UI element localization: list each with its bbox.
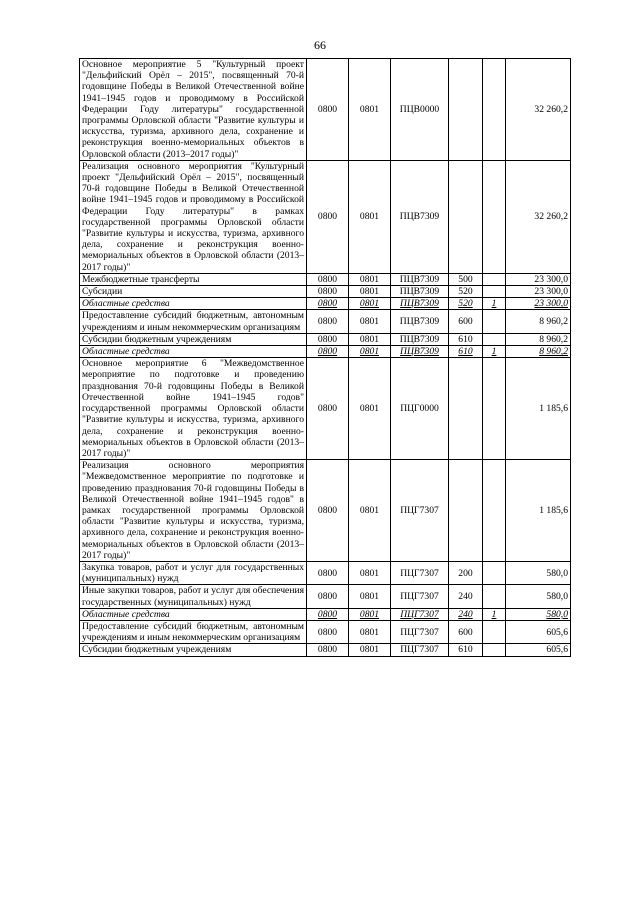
table-row: [80, 333, 571, 345]
section-code-cell: 0800: [307, 160, 349, 273]
table-row: [80, 160, 571, 273]
subsection-code-cell: 0801: [349, 273, 391, 285]
table-row: [80, 59, 571, 161]
amount-cell: 605,6: [506, 620, 571, 643]
table-row: [80, 310, 571, 333]
section-code-cell: 0800: [307, 333, 349, 345]
target-article-code-cell: ПЦВ7309: [391, 346, 449, 358]
section-code-cell: 0800: [307, 561, 349, 584]
budget-table: [79, 58, 571, 657]
funding-source-cell: 1: [483, 608, 506, 620]
section-code-cell: 0800: [307, 286, 349, 298]
section-code-cell: 0800: [307, 620, 349, 643]
expense-type-code-cell: 240: [449, 608, 483, 620]
table-row: [80, 561, 571, 584]
row-name-cell: Субсидии бюджетным учреждениям: [80, 333, 307, 345]
target-article-code-cell: ПЦВ0000: [391, 59, 449, 161]
funding-source-cell: [483, 585, 506, 608]
subsection-code-cell: 0801: [349, 358, 391, 460]
row-name-cell: Предоставление субсидий бюджетным, автономным учреждениям и иным некоммерческим организациям: [80, 620, 307, 643]
row-name-cell: Предоставление субсидий бюджетным, автономным учреждениям и иным некоммерческим организациям: [80, 310, 307, 333]
amount-cell: 32 260,2: [506, 160, 571, 273]
funding-source-cell: [483, 310, 506, 333]
funding-source-cell: [483, 620, 506, 643]
table-row: [80, 620, 571, 643]
target-article-code-cell: ПЦГ7307: [391, 644, 449, 656]
subsection-code-cell: 0801: [349, 298, 391, 310]
subsection-code-cell: 0801: [349, 286, 391, 298]
row-name-cell: Основное мероприятие 6 "Межведомственное мероприятие по подготовке и проведению празднования 70-й годовщины Победы в Великой Отечественной войне 1941–1945 годов" государственной программы Орловской области "Развитие культуры и искусства, туризма, архивного дела, сохранение и реконструкция военно-мемориальных объектов в Орловской области (2013–2017 годы)": [80, 358, 307, 460]
section-code-cell: 0800: [307, 298, 349, 310]
table-row-regional-funds: [80, 298, 571, 310]
subsection-code-cell: 0801: [349, 460, 391, 562]
row-name-cell: Реализация основного мероприятия "Межведомственное мероприятие по подготовке и проведению празднования 70-й годовщины Победы в Великой Отечественной войне 1941–1945 годов" в рамках государственной программы Орловской области "Развитие культуры и искусства, туризма, архивного дела, сохранение и реконструкция военно-мемориальных объектов в Орловской области (2013–2017 годы)": [80, 460, 307, 562]
funding-source-cell: [483, 286, 506, 298]
expense-type-code-cell: 200: [449, 561, 483, 584]
page-number: 66: [314, 38, 326, 52]
section-code-cell: 0800: [307, 346, 349, 358]
target-article-code-cell: ПЦВ7309: [391, 310, 449, 333]
amount-cell: 8 960,2: [506, 310, 571, 333]
amount-cell: 1 185,6: [506, 460, 571, 562]
subsection-code-cell: 0801: [349, 620, 391, 643]
row-name-cell: Областные средства: [80, 298, 307, 310]
budget-table-body: [80, 59, 571, 657]
amount-cell: 23 300,0: [506, 286, 571, 298]
amount-cell: 8 960,2: [506, 333, 571, 345]
row-name-cell: Реализация основного мероприятия "Культурный проект "Дельфийский Орёл – 2015", посвященный 70-й годовщине Победы в Великой Отечественной войне 1941–1945 годов и проводимому в Российской Федерации Году литературы" в рамках государственной программы Орловской области "Развитие культуры и искусства, туризма, архивного дела, сохранение и реконструкция военно-мемориальных объектов в Орловской области (2013–2017 годы)": [80, 160, 307, 273]
section-code-cell: 0800: [307, 460, 349, 562]
amount-cell: 32 260,2: [506, 59, 571, 161]
expense-type-code-cell: 610: [449, 644, 483, 656]
subsection-code-cell: 0801: [349, 333, 391, 345]
section-code-cell: 0800: [307, 358, 349, 460]
row-name-cell: Закупка товаров, работ и услуг для государственных (муниципальных) нужд: [80, 561, 307, 584]
row-name-cell: Субсидии бюджетным учреждениям: [80, 644, 307, 656]
target-article-code-cell: ПЦГ7307: [391, 585, 449, 608]
funding-source-cell: [483, 333, 506, 345]
expense-type-code-cell: [449, 160, 483, 273]
target-article-code-cell: ПЦВ7309: [391, 333, 449, 345]
section-code-cell: 0800: [307, 585, 349, 608]
funding-source-cell: [483, 273, 506, 285]
funding-source-cell: [483, 59, 506, 161]
target-article-code-cell: ПЦГ0000: [391, 358, 449, 460]
row-name-cell: Субсидии: [80, 286, 307, 298]
target-article-code-cell: ПЦГ7307: [391, 561, 449, 584]
subsection-code-cell: 0801: [349, 561, 391, 584]
expense-type-code-cell: 520: [449, 298, 483, 310]
table-row: [80, 585, 571, 608]
subsection-code-cell: 0801: [349, 644, 391, 656]
section-code-cell: 0800: [307, 310, 349, 333]
section-code-cell: 0800: [307, 608, 349, 620]
section-code-cell: 0800: [307, 644, 349, 656]
funding-source-cell: [483, 160, 506, 273]
expense-type-code-cell: 520: [449, 286, 483, 298]
table-row: [80, 273, 571, 285]
section-code-cell: 0800: [307, 273, 349, 285]
amount-cell: 23 300,0: [506, 298, 571, 310]
expense-type-code-cell: 600: [449, 620, 483, 643]
subsection-code-cell: 0801: [349, 160, 391, 273]
expense-type-code-cell: 610: [449, 333, 483, 345]
expense-type-code-cell: 240: [449, 585, 483, 608]
subsection-code-cell: 0801: [349, 346, 391, 358]
target-article-code-cell: ПЦВ7309: [391, 286, 449, 298]
section-code-cell: 0800: [307, 59, 349, 161]
amount-cell: 580,0: [506, 585, 571, 608]
expense-type-code-cell: 600: [449, 310, 483, 333]
table-row: [80, 460, 571, 562]
expense-type-code-cell: [449, 460, 483, 562]
row-name-cell: Областные средства: [80, 346, 307, 358]
funding-source-cell: 1: [483, 298, 506, 310]
target-article-code-cell: ПЦВ7309: [391, 160, 449, 273]
amount-cell: 580,0: [506, 561, 571, 584]
funding-source-cell: 1: [483, 346, 506, 358]
funding-source-cell: [483, 561, 506, 584]
target-article-code-cell: ПЦВ7309: [391, 298, 449, 310]
expense-type-code-cell: [449, 59, 483, 161]
row-name-cell: Областные средства: [80, 608, 307, 620]
row-name-cell: Иные закупки товаров, работ и услуг для обеспечения государственных (муниципальных) нужд: [80, 585, 307, 608]
row-name-cell: Основное мероприятие 5 "Культурный проект "Дельфийский Орёл – 2015", посвященный 70-й годовщине Победы в Великой Отечественной войне 1941–1945 годов и проводимому в Российской Федерации Году литературы" государственной программы Орловской области "Развитие культуры и искусства, туризма, архивного дела, сохранение и реконструкция военно-мемориальных объектов в Орловской области (2013–2017 годы)": [80, 59, 307, 161]
subsection-code-cell: 0801: [349, 585, 391, 608]
target-article-code-cell: ПЦВ7309: [391, 273, 449, 285]
funding-source-cell: [483, 358, 506, 460]
table-row-regional-funds: [80, 346, 571, 358]
target-article-code-cell: ПЦГ7307: [391, 620, 449, 643]
expense-type-code-cell: [449, 358, 483, 460]
table-row: [80, 286, 571, 298]
subsection-code-cell: 0801: [349, 608, 391, 620]
subsection-code-cell: 0801: [349, 310, 391, 333]
row-name-cell: Межбюджетные трансферты: [80, 273, 307, 285]
target-article-code-cell: ПЦГ7307: [391, 608, 449, 620]
table-row: [80, 644, 571, 656]
table-row-regional-funds: [80, 608, 571, 620]
expense-type-code-cell: 500: [449, 273, 483, 285]
subsection-code-cell: 0801: [349, 59, 391, 161]
expense-type-code-cell: 610: [449, 346, 483, 358]
amount-cell: 580,0: [506, 608, 571, 620]
funding-source-cell: [483, 644, 506, 656]
table-row: [80, 358, 571, 460]
amount-cell: 605,6: [506, 644, 571, 656]
amount-cell: 8 960,2: [506, 346, 571, 358]
amount-cell: 1 185,6: [506, 358, 571, 460]
funding-source-cell: [483, 460, 506, 562]
amount-cell: 23 300,0: [506, 273, 571, 285]
target-article-code-cell: ПЦГ7307: [391, 460, 449, 562]
